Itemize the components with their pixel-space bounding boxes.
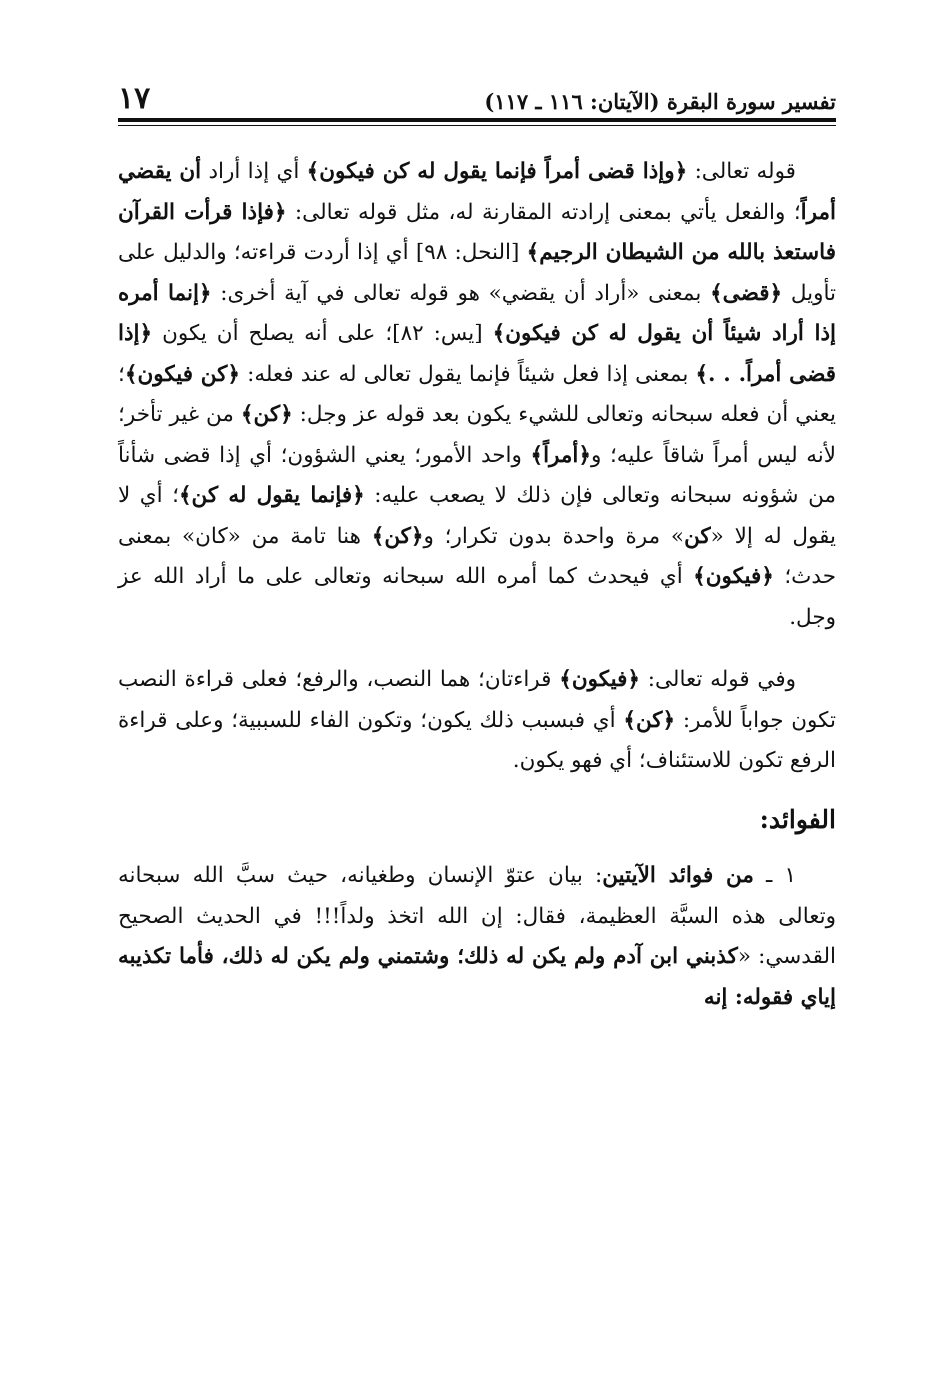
text-run: بمعنى إذا فعل شيئاً فإنما يقول تعالى له عند فعله: [239, 361, 696, 387]
quran-quote: ﴿إذا قضى أمراً. . .﴾ [118, 321, 836, 387]
text-run: : بيان عتوّ الإنسان وطغيانه، حيث سبَّ الله سبحانه وتعالى هذه السبَّة العظيمة، فقال: إن الله اتخذ ولداً!!! في الحديث الصحيح القدسي: « [118, 863, 836, 969]
body-text [118, 152, 836, 1018]
paragraph-gap [118, 638, 836, 660]
text-run: أي فيحدث كما أمره الله سبحانه وتعالى على ما أراد الله عز وجل. [118, 564, 836, 630]
text-run: واحد الأمور؛ يعني الشؤون؛ أي إذا قضى شأناً من شؤونه سبحانه وتعالى فإن ذلك لا يصعب عليه: [118, 442, 836, 508]
paragraph-benefit-1 [118, 856, 836, 1018]
header-rule-thin [118, 125, 836, 126]
section-heading: الفوائد: [759, 804, 836, 834]
paragraph-tafsir [118, 152, 836, 638]
text-run: هنا تامة من «كان» بمعنى حدث؛ [118, 523, 836, 589]
text-run: بمعنى «أراد أن يقضي» هو قوله تعالى في آية أخرى: [211, 280, 711, 306]
text-run: ؛ أي لا يقول له إلا « [118, 483, 837, 549]
bold-phrase: كن [684, 523, 711, 549]
quran-quote: ﴿كن فيكون﴾ [124, 361, 240, 387]
running-title: تفسير سورة البقرة (الآيتان: ١١٦ ـ ١١٧) [484, 89, 836, 114]
hadith-quote: كذبني ابن آدم ولم يكن له ذلك؛ وشتمني ولم يكن له ذلك، فأما تكذيبه إياي فقوله: إنه [118, 944, 836, 1010]
quran-quote: ﴿كن﴾ [240, 402, 293, 427]
quran-quote: ﴿قضى﴾ [710, 280, 783, 306]
quran-quote: ﴿فإذا قرأت القرآن فاستعذ بالله من الشيطان الرجيم﴾ [118, 199, 836, 265]
text-run: أي إذا أراد [201, 159, 307, 184]
header-rule-thick [118, 118, 836, 122]
text-run: قوله تعالى: [687, 159, 796, 184]
quran-quote: ﴿فيكون﴾ [559, 667, 640, 692]
paragraph-readings [118, 660, 836, 782]
text-run: [يس: ٨٢]؛ على أنه يصلح أن يكون [152, 321, 493, 346]
text-run: ١ ـ [753, 863, 797, 888]
text-run: [النحل: ٩٨] أي إذا أردت قراءته؛ والدليل على تأويل [118, 240, 836, 306]
page-number: ١٧ [118, 81, 151, 116]
quran-quote: ﴿فإنما يقول له كن﴾ [178, 483, 365, 508]
text-run: وفي قوله تعالى: [639, 667, 797, 692]
bold-phrase: من فوائد الآيتين [602, 863, 754, 888]
text-run: ؛ والفعل يأتي بمعنى إرادته المقارنة له، مثل قوله تعالى: [286, 199, 801, 225]
quran-quote: ﴿كن﴾ [371, 523, 424, 549]
text-run: ؛ يعني أن فعله سبحانه وتعالى للشيء يكون بعد قوله عز وجل: [118, 361, 836, 427]
bold-phrase: أن يقضي أمراً [118, 159, 836, 225]
text-run: » مرة واحدة بدون تكرار؛ و [423, 523, 685, 549]
quran-quote: ﴿إنما أمره إذا أراد شيئاً أن يقول له كن فيكون﴾ [118, 280, 836, 346]
quran-quote: ﴿وإذا قضى أمراً فإنما يقول له كن فيكون﴾ [306, 159, 688, 184]
text-run: أي فبسبب ذلك يكون؛ وتكون الفاء للسببية؛ وعلى قراءة الرفع تكون للاستئناف؛ أي فهو يكون. [118, 707, 836, 773]
text-run: من غير تأخر؛ لأنه ليس أمراً شاقاً عليه؛ و [118, 402, 836, 468]
page-header [118, 78, 836, 114]
text-run: قراءتان؛ هما النصب، والرفع؛ فعلى قراءة النصب تكون جواباً للأمر: [118, 667, 836, 733]
quran-quote: ﴿فيكون﴾ [693, 564, 774, 589]
quran-quote: ﴿كن﴾ [623, 707, 676, 733]
quran-quote: ﴿أمراً﴾ [530, 442, 591, 468]
